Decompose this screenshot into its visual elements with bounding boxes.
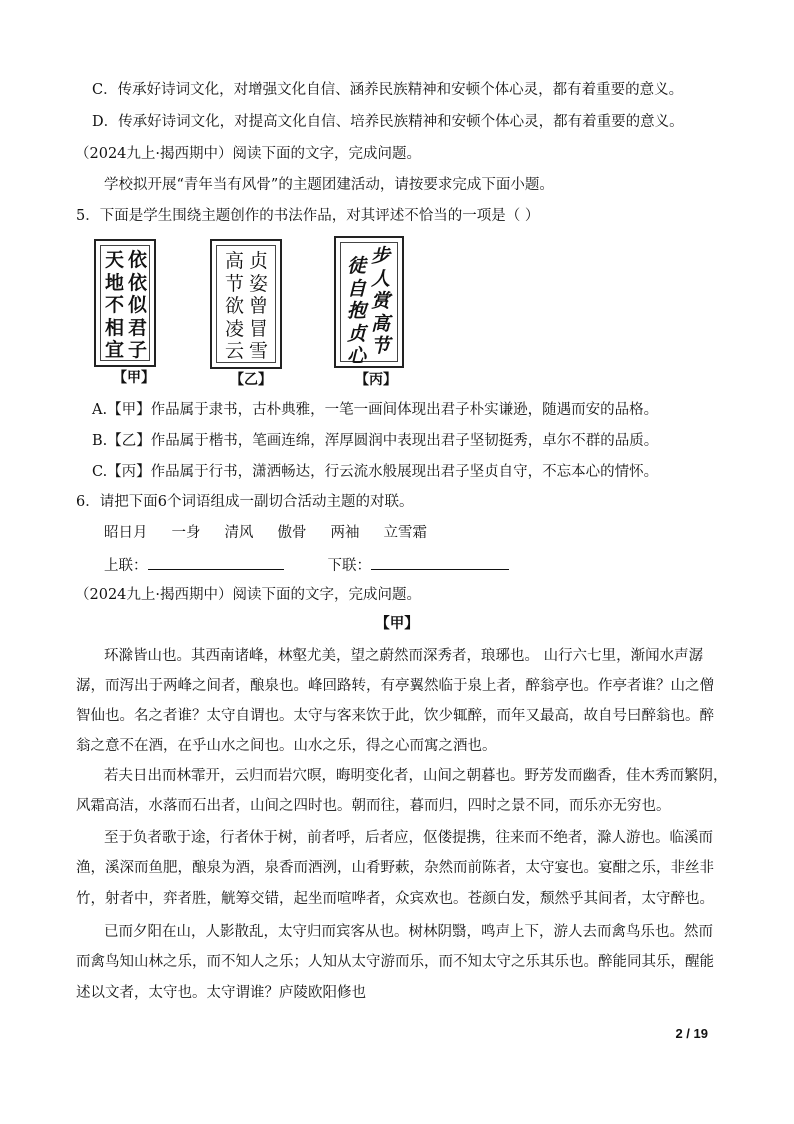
calligraphy-character: 步 [371,245,391,267]
source-line: （2024九上·揭西期中）阅读下面的文字，完成问题。 [75,146,422,162]
passage-line: 已而夕阳在山，人影散乱，太守归而宾客从也。树林阴翳，鸣声上下，游人去而禽鸟乐也。然而 [104,924,713,940]
calligraphy-character: 高 [225,250,245,272]
q5-option-b: B.【乙】作品属于楷书，笔画连绵，浑厚圆润中表现出君子坚韧挺秀，卓尔不群的品质。 [92,433,659,449]
source-line: （2024九上·揭西期中）阅读下面的文字，完成问题。 [75,587,422,603]
passage-line: 竹，射者中，弈者胜，觥筹交错，起坐而喧哗者，众宾欢也。苍颜白发，颓然乎其间者，太守醉也。 [76,891,714,907]
passage-line: 智仙也。名之者谁？太守自谓也。太守与客来饮于此，饮少辄醉，而年又最高，故自号曰醉翁也。醉 [76,708,714,724]
calligraphy-character: 子 [128,339,148,361]
calligraphy-character: 欲 [225,295,245,317]
passage-heading: 【甲】 [375,615,419,632]
couplet-word: 傲骨 [277,525,307,541]
label-jia: 【甲】 [113,370,155,386]
calligraphy-character: 地 [105,271,125,294]
question-6-stem: 6．请把下面6个词语组成一副切合活动主题的对联。 [76,494,414,510]
calligraphy-character: 心 [347,345,367,367]
intro-text: 学校拟开展“青年当有风骨”的主题团建活动，请按要求完成下面小题。 [104,177,554,193]
calligraphy-work-yi [210,239,282,369]
label-yi: 【乙】 [230,372,272,388]
calligraphy-column-jia-left [105,249,124,362]
calligraphy-character: 凌 [225,317,245,340]
calligraphy-character: 抱 [347,300,367,322]
label-bing: 【丙】 [355,372,397,388]
calligraphy-column-jia-right [128,249,147,362]
couplet-word: 立雪霜 [383,525,427,541]
lower-couplet-blank[interactable] [371,554,509,570]
calligraphy-character: 雪 [249,340,269,362]
calligraphy-character: 似 [128,294,148,316]
calligraphy-character: 君 [128,316,148,339]
q5-option-c: C.【丙】作品属于行书，潇洒畅达，行云流水般展现出君子坚贞自守，不忘本心的情怀。 [92,464,659,480]
upper-couplet-label: 上联： [104,558,148,574]
calligraphy-character: 姿 [249,272,269,295]
passage-line: 渔，溪深而鱼肥，酿泉为酒，泉香而酒洌，山肴野蔌，杂然而前陈者，太守宴也。宴酣之乐，非丝非 [76,860,714,876]
passage-line: 环滁皆山也。其西南诸峰，林壑尤美，望之蔚然而深秀者，琅琊也。 山行六七里，渐闻水声潺 [104,648,704,664]
couplet-word: 一身 [171,525,201,541]
passage-line: 潺，而泻出于两峰之间者，酿泉也。峰回路转，有亭翼然临于泉上者，醉翁亭也。作亭者谁？山之僧 [76,678,714,694]
passage-line: 至于负者歌于途，行者休于树，前者呼，后者应，伛偻提携，往来而不绝者，滁人游也。临溪而 [104,830,713,846]
calligraphy-character: 节 [371,335,391,357]
passage-line: 翁之意不在酒，在乎山水之间也。山水之乐，得之心而寓之酒也。 [76,738,497,754]
calligraphy-character: 天 [105,249,125,271]
calligraphy-character: 依 [128,271,148,294]
calligraphy-character: 相 [105,316,125,339]
passage-line: 风霜高洁，水落而石出者，山间之四时也。朝而往，暮而归，四时之景不同，而乐亦无穷也。 [76,798,671,814]
couplet-word-list [104,523,451,543]
calligraphy-column-yi-left [225,250,244,363]
passage-line: 述以文者，太守也。太守谓谁？庐陵欧阳修也 [76,985,366,1001]
calligraphy-column-bing-left [347,255,366,368]
calligraphy-character: 贞 [347,322,367,345]
calligraphy-character: 依 [128,249,148,271]
calligraphy-character: 云 [225,340,245,362]
option-c-top: C．传承好诗词文化，对增强文化自信、涵养民族精神和安顿个体心灵，都有着重要的意义。 [92,82,684,98]
couplet-word: 两袖 [330,525,360,541]
calligraphy-character: 节 [225,272,245,295]
calligraphy-character: 冒 [249,317,269,340]
couplet-word: 昭日月 [104,525,148,541]
calligraphy-character: 曾 [249,295,269,317]
upper-couplet-blank[interactable] [148,554,284,570]
calligraphy-column-bing-right [371,245,390,358]
calligraphy-character: 徒 [347,255,367,277]
option-d-top: D．传承好诗词文化，对提高文化自信、培养民族精神和安顿个体心灵，都有着重要的意义。 [92,114,684,130]
page-number: 2 / 19 [675,1026,708,1041]
lower-couplet-label: 下联： [327,558,371,574]
calligraphy-character: 自 [347,277,367,300]
calligraphy-work-jia [94,239,156,367]
couplet-answer-row [104,554,509,576]
calligraphy-character: 贞 [249,250,269,272]
calligraphy-character: 赏 [371,290,391,312]
couplet-word: 清风 [224,525,254,541]
calligraphy-character: 宜 [105,339,125,361]
calligraphy-work-bing [334,236,404,368]
passage-line: 而禽鸟知山林之乐，而不知人之乐；人知从太守游而乐，而不知太守之乐其乐也。醉能同其乐，醒能 [76,954,714,970]
calligraphy-column-yi-right [249,250,268,363]
calligraphy-character: 不 [105,294,125,316]
calligraphy-character: 人 [371,267,391,290]
q5-option-a: A.【甲】作品属于隶书，古朴典雅，一笔一画间体现出君子朴实谦逊，随遇而安的品格。 [92,402,659,418]
calligraphy-character: 高 [371,312,391,335]
passage-line: 若夫日出而林霏开，云归而岩穴暝，晦明变化者，山间之朝暮也。野芳发而幽香，佳木秀而繁阴， [104,768,728,784]
question-5-stem: 5．下面是学生围绕主题创作的书法作品，对其评述不恰当的一项是（ ） [76,208,540,224]
